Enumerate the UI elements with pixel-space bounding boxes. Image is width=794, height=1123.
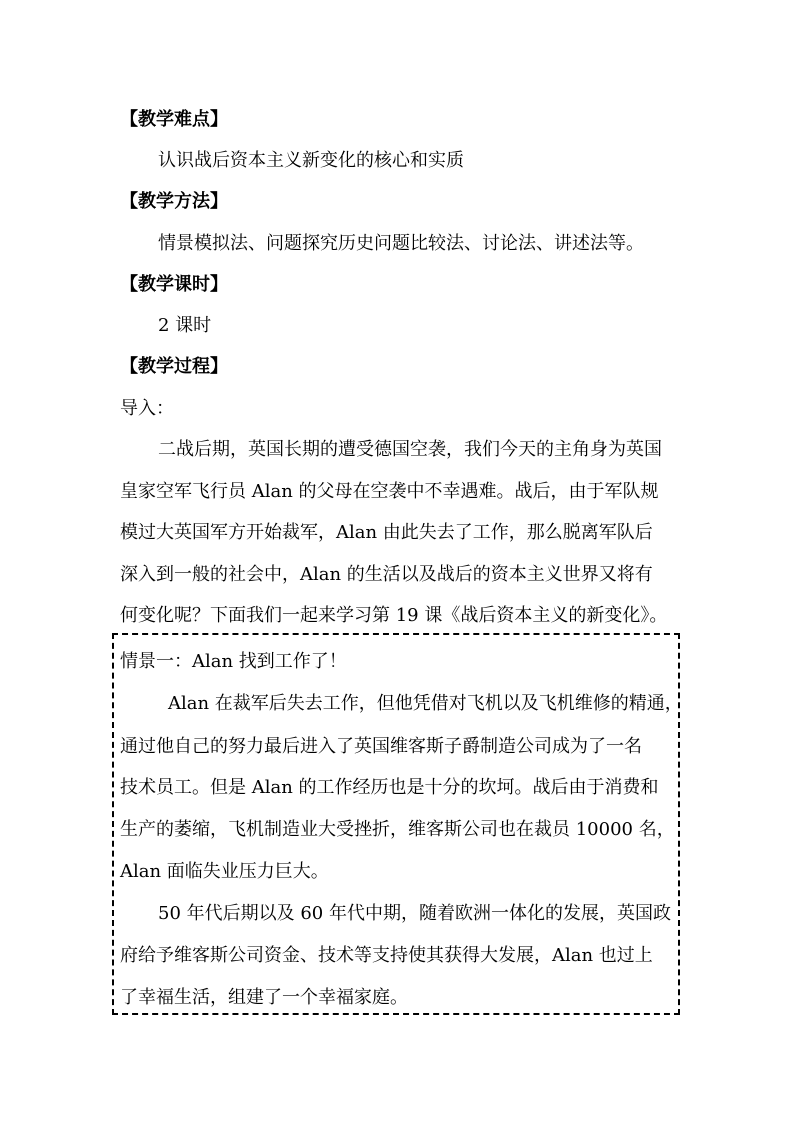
difficulty-text: 认识战后资本主义新变化的核心和实质 <box>158 150 464 171</box>
intro-line: 皇家空军飞行员 Alan 的父母在空袭中不幸遇难。战后，由于军队规 <box>120 481 659 502</box>
scenario-para2-line: 50 年代后期以及 60 年代中期，随着欧洲一体化的发展，英国政 <box>158 903 671 924</box>
intro-line: 模过大英国军方开始裁军，Alan 由此失去了工作，那么脱离军队后 <box>120 522 653 543</box>
intro-line: 深入到一般的社会中，Alan 的生活以及战后的资本主义世界又将有 <box>120 564 653 585</box>
difficulty-heading: 【教学难点】 <box>120 109 228 130</box>
scenario-para2-line: 府给予维客斯公司资金、技术等支持使其获得大发展，Alan 也过上 <box>120 945 653 966</box>
intro-line: 何变化呢？下面我们一起来学习第 19 课《战后资本主义的新变化》。 <box>120 605 668 626</box>
intro-line: 二战后期，英国长期的遭受德国空袭，我们今天的主角身为英国 <box>158 439 662 460</box>
scenario-para1-line: Alan 面临失业压力巨大。 <box>120 861 329 882</box>
scenario-title: 情景一：Alan 找到工作了！ <box>120 651 347 672</box>
scenario-para1-line: 技术员工。但是 Alan 的工作经历也是十分的坎坷。战后由于消费和 <box>120 777 659 798</box>
method-heading: 【教学方法】 <box>120 191 228 212</box>
scenario-para1-line: 通过他自己的努力最后进入了英国维客斯子爵制造公司成为了一名 <box>120 736 642 757</box>
process-heading: 【教学过程】 <box>120 356 228 377</box>
hours-heading: 【教学课时】 <box>120 274 228 295</box>
hours-text: 2 课时 <box>158 315 212 336</box>
scenario-para2-line: 了幸福生活，组建了一个幸福家庭。 <box>120 987 408 1008</box>
scenario-para1-line: Alan 在裁军后失去工作，但他凭借对飞机以及飞机维修的精通， <box>168 693 683 714</box>
intro-label: 导入： <box>120 398 174 419</box>
method-text: 情景模拟法、问题探究历史问题比较法、讨论法、讲述法等。 <box>158 233 644 254</box>
scenario-para1-line: 生产的萎缩，飞机制造业大受挫折，维客斯公司也在裁员 10000 名， <box>120 819 675 840</box>
